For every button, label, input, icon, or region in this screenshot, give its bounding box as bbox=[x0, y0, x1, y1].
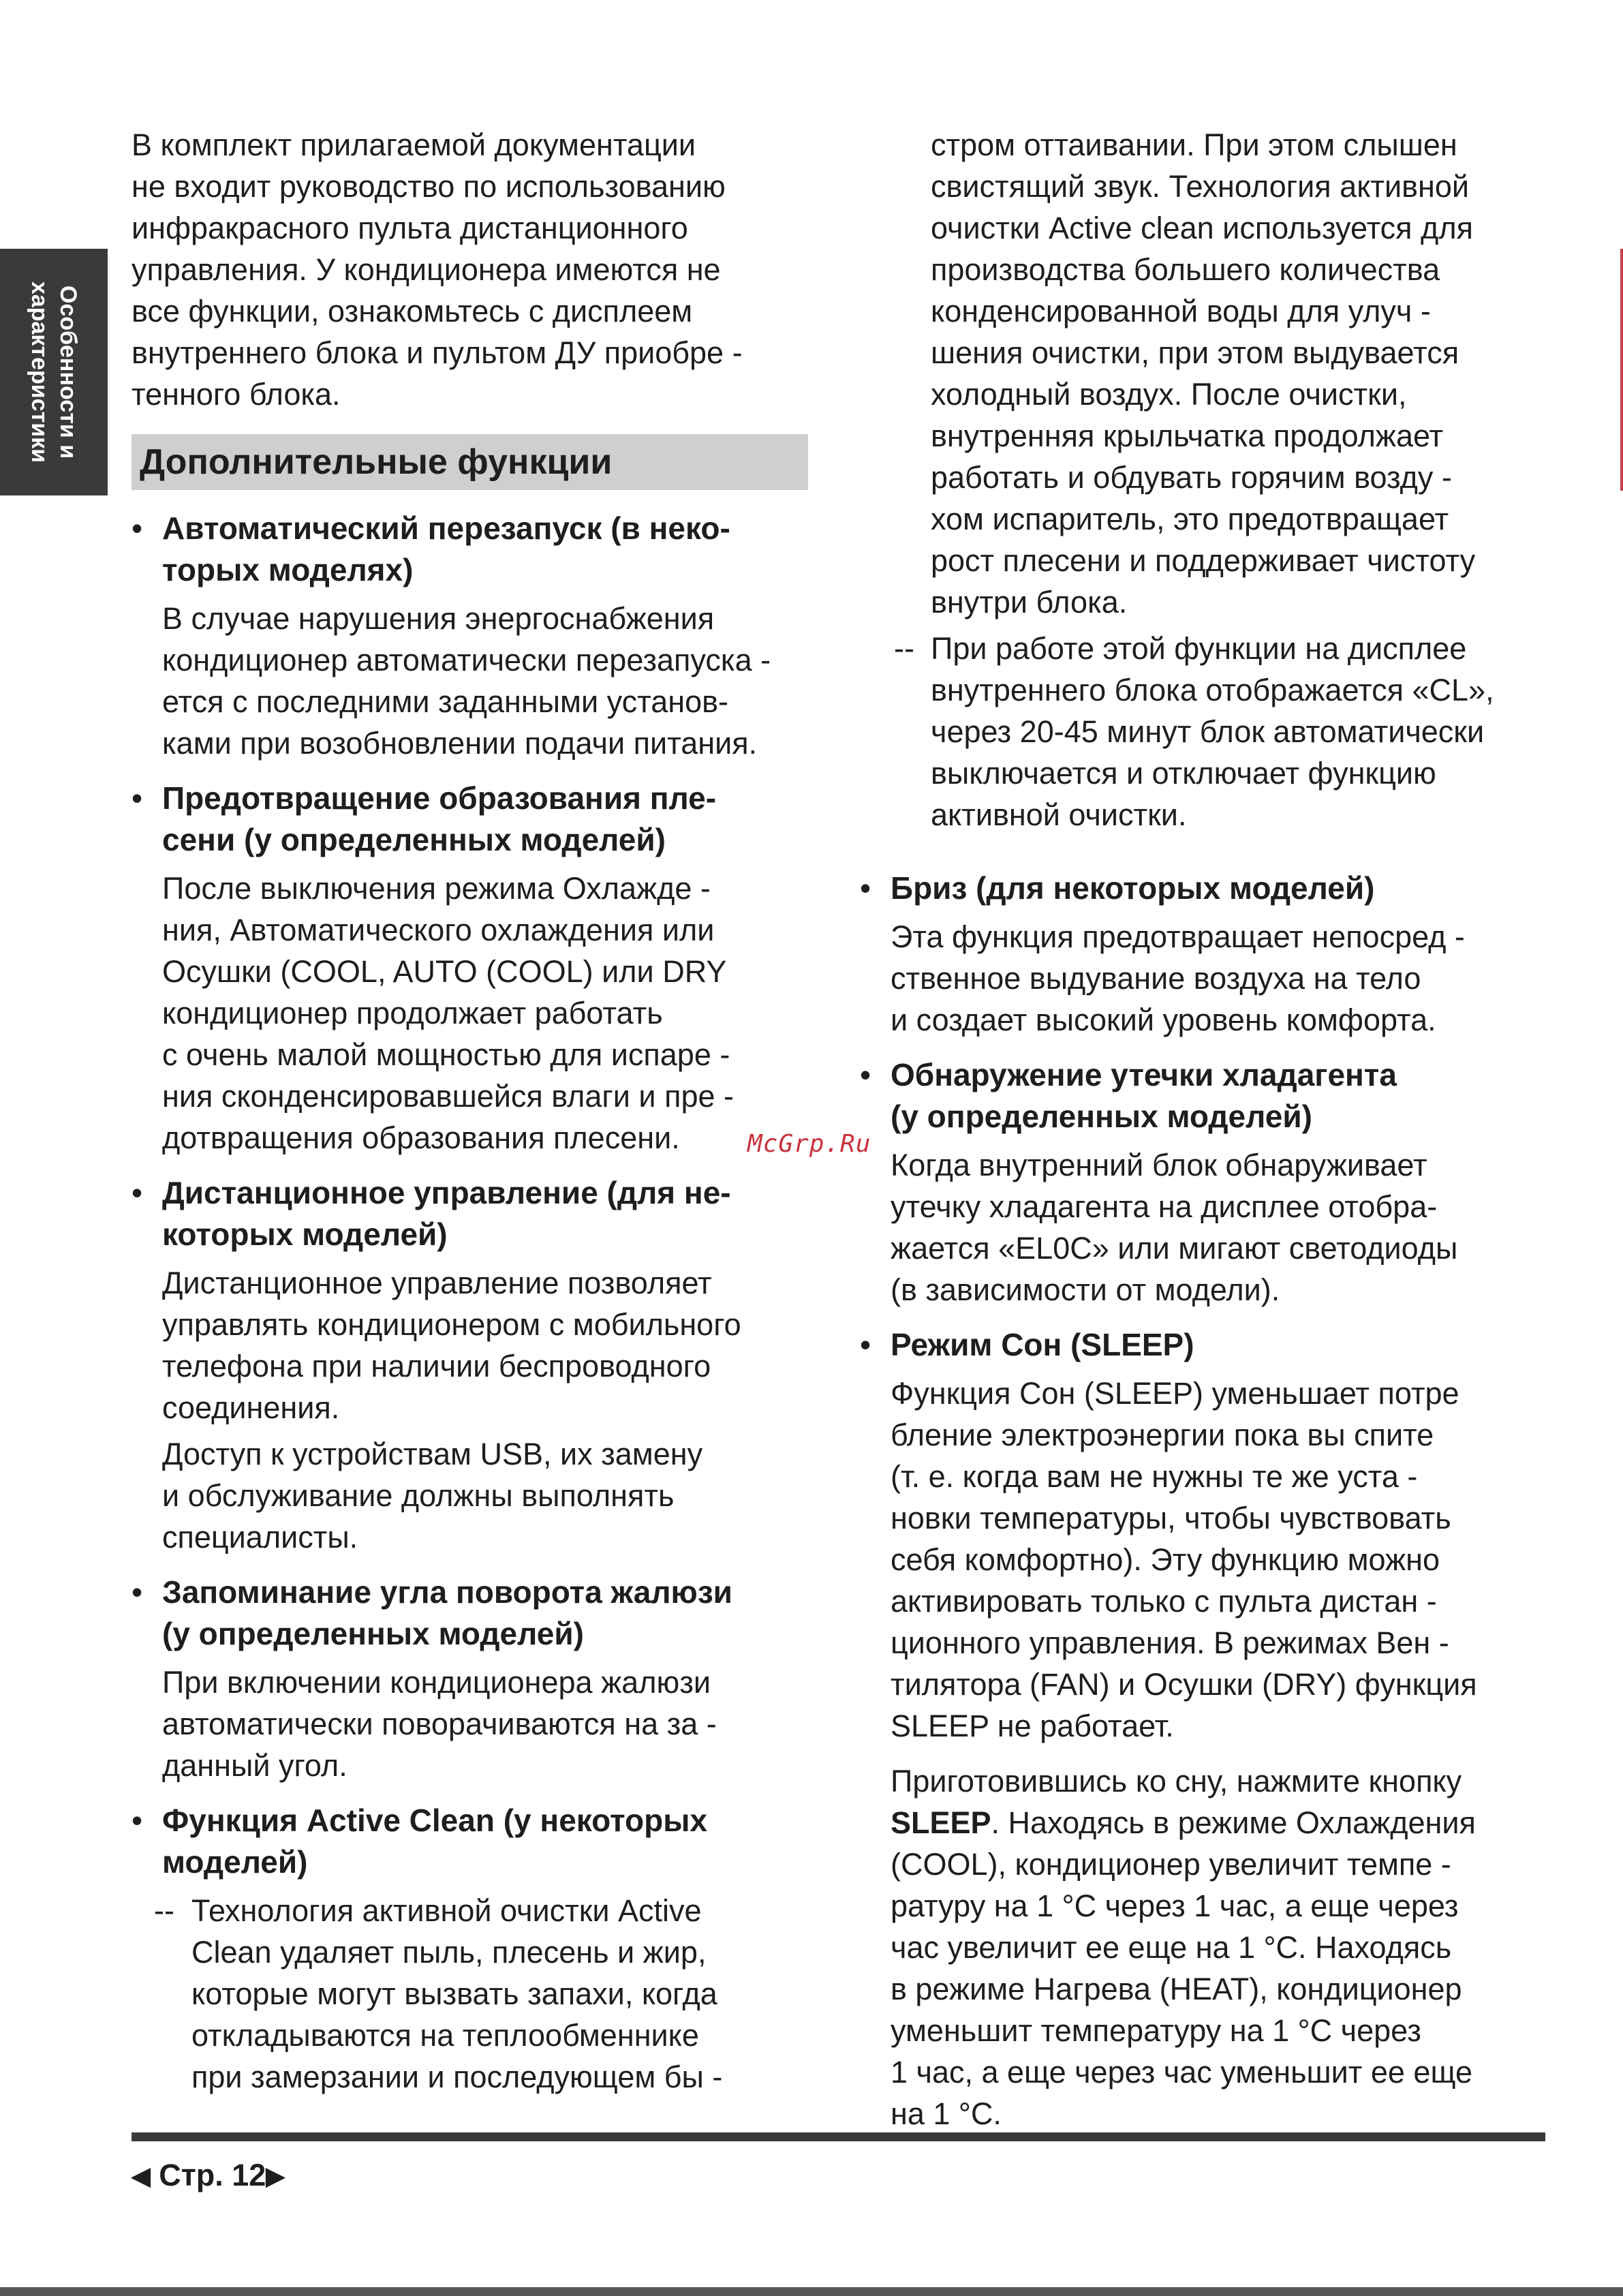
sleep-button-name: SLEEP bbox=[891, 1805, 991, 1840]
dash-mark: -- bbox=[154, 1893, 174, 1928]
page-navigation bbox=[132, 2154, 285, 2198]
text-line: Дистанционное управление (для не- bbox=[162, 1175, 731, 1210]
side-tab-line: Особенности и bbox=[55, 285, 81, 459]
left-feature-list bbox=[132, 508, 813, 1786]
dash-mark: -- bbox=[894, 631, 914, 666]
text-line: управлять кондиционером с мобильного bbox=[162, 1307, 741, 1342]
text-line: бление электроэнергии пока вы спите bbox=[891, 1418, 1434, 1452]
text-line: Режим Сон (SLEEP) bbox=[891, 1327, 1194, 1362]
text-line: очистки Active clean используется для bbox=[931, 211, 1473, 245]
text-line: утечку хладагента на дисплее отобра- bbox=[891, 1189, 1438, 1224]
bottom-edge-strip bbox=[0, 2287, 1623, 2296]
text-line: кондиционер автоматически перезапуска - bbox=[162, 643, 771, 677]
text-line: себя комфортно). Эту функцию можно bbox=[891, 1542, 1440, 1577]
text-line: Clean удаляет пыль, плесень и жир, bbox=[191, 1935, 707, 1970]
text-line: данный угол. bbox=[162, 1748, 347, 1783]
text-line: жается «EL0C» или мигают светодиоды bbox=[891, 1231, 1458, 1266]
text-line: на 1 °С. bbox=[891, 2096, 1002, 2131]
text-line: уменьшит температуру на 1 °С через bbox=[891, 2013, 1421, 2048]
text-line: ственное выдувание воздуха на тело bbox=[891, 961, 1421, 996]
feature-description bbox=[891, 1144, 1541, 1311]
text-line: (COOL), кондиционер увеличит темпе - bbox=[891, 1847, 1451, 1882]
side-tab-label bbox=[25, 260, 82, 485]
text-line: и создает высокий уровень комфорта. bbox=[891, 1002, 1436, 1037]
text-line: через 20-45 минут блок автоматически bbox=[931, 714, 1485, 749]
bullet: • bbox=[132, 780, 143, 816]
text-line: специалисты. bbox=[162, 1520, 358, 1555]
dash-text bbox=[191, 1890, 813, 2098]
text-line: производства большего количества bbox=[931, 252, 1440, 287]
feature-description bbox=[162, 1433, 813, 1558]
text-line: активировать только с пульта дистан - bbox=[891, 1584, 1437, 1619]
text-line: ния, Автоматического охлаждения или bbox=[162, 913, 715, 947]
left-column bbox=[132, 124, 813, 2111]
text-line: В случае нарушения энергоснабжения bbox=[162, 601, 715, 636]
feature-description bbox=[891, 1373, 1541, 1747]
text-line: торых моделях) bbox=[162, 552, 414, 587]
feature-item-right-1 bbox=[860, 1054, 1541, 1311]
text-line: тенного блока. bbox=[132, 377, 341, 412]
next-page-icon[interactable]: ▶ bbox=[266, 2162, 285, 2190]
text-line: внутренняя крыльчатка продолжает bbox=[931, 418, 1444, 453]
right-feature-list bbox=[860, 868, 1541, 1747]
continued-paragraph bbox=[860, 124, 1541, 623]
text-line: Технология активной очистки Active bbox=[191, 1893, 702, 1928]
right-column bbox=[860, 124, 1541, 2134]
text-line: и обслуживание должны выполнять bbox=[162, 1478, 675, 1513]
text-line: рост плесени и поддерживает чистоту bbox=[931, 543, 1476, 578]
bullet: • bbox=[132, 1803, 143, 1838]
feature-title bbox=[891, 868, 1541, 909]
text-line: Осушки (COOL, AUTO (COOL) или DRY bbox=[162, 954, 727, 989]
text-line: телефона при наличии беспроводного bbox=[162, 1349, 711, 1383]
text-line: активной очистки. bbox=[931, 797, 1187, 832]
bullet: • bbox=[860, 870, 871, 906]
text-line: (т. е. когда вам не нужны те же уста - bbox=[891, 1459, 1418, 1494]
watermark-text: McGrp.Ru bbox=[747, 1130, 871, 1158]
text-line: не входит руководство по использованию bbox=[132, 169, 726, 204]
text-line: Функция Сон (SLEEP) уменьшает потре bbox=[891, 1376, 1459, 1411]
text-line: кондиционер продолжает работать bbox=[162, 996, 663, 1030]
text-line: новки температуры, чтобы чувствовать bbox=[891, 1501, 1451, 1535]
dash-text bbox=[931, 628, 1541, 836]
text-line: Когда внутренний блок обнаруживает bbox=[891, 1148, 1427, 1182]
bullet: • bbox=[860, 1057, 871, 1092]
sleep-instructions bbox=[860, 1760, 1541, 2134]
text-line: Функция Active Clean (у некоторых bbox=[162, 1803, 708, 1838]
text-line: хом испаритель, это предотвращает bbox=[931, 502, 1449, 536]
feature-title bbox=[162, 778, 813, 861]
text-line: При включении кондиционера жалюзи bbox=[162, 1665, 711, 1700]
feature-title bbox=[162, 1800, 813, 1883]
text-line: Предотвращение образования пле- bbox=[162, 780, 717, 816]
text-line: инфракрасного пульта дистанционного bbox=[132, 211, 688, 245]
feature-item-3 bbox=[132, 1572, 813, 1786]
text-line: работать и обдувать горячим возду - bbox=[931, 460, 1452, 495]
intro-paragraph bbox=[132, 124, 813, 415]
text-line: При работе этой функции на дисплее bbox=[931, 631, 1467, 666]
feature-title bbox=[162, 1172, 813, 1255]
text-line: ется с последними заданными установ- bbox=[162, 684, 728, 719]
text-line: час увеличит ее еще на 1 °С. Находясь bbox=[891, 1930, 1452, 1965]
text-line: SLEEP не работает. bbox=[891, 1709, 1174, 1743]
bullet: • bbox=[860, 1327, 871, 1362]
feature-description bbox=[162, 868, 813, 1159]
text-line: конденсированной воды для улуч - bbox=[931, 294, 1431, 328]
page-number: Стр. 12 bbox=[159, 2158, 266, 2192]
text-line: откладываются на теплообменнике bbox=[191, 2018, 699, 2053]
text-line: все функции, ознакомьтесь с дисплеем bbox=[132, 294, 693, 328]
feature-description bbox=[162, 1662, 813, 1786]
bullet: • bbox=[132, 510, 143, 546]
feature-title bbox=[162, 508, 813, 591]
text-line: соединения. bbox=[162, 1390, 340, 1425]
text-line: . Находясь в режиме Охлаждения bbox=[991, 1805, 1476, 1840]
text-line: которые могут вызвать запахи, когда bbox=[191, 1976, 717, 2011]
text-line: свистящий звук. Технология активной bbox=[931, 169, 1470, 204]
footer-divider bbox=[132, 2132, 1545, 2141]
text-line: шения очистки, при этом выдувается bbox=[931, 335, 1459, 370]
text-line: После выключения режима Охлажде - bbox=[162, 871, 711, 906]
feature-description bbox=[162, 598, 813, 764]
text-line: Эта функция предотвращает непосред - bbox=[891, 919, 1465, 954]
text-line: Доступ к устройствам USB, их замену bbox=[162, 1437, 703, 1471]
text-line: ратуру на 1 °С через 1 час, а еще через bbox=[891, 1888, 1459, 1923]
feature-item-1 bbox=[132, 778, 813, 1159]
dash-paragraph bbox=[860, 628, 1541, 836]
text-line: Обнаружение утечки хладагента bbox=[891, 1057, 1397, 1092]
feature-item-2 bbox=[132, 1172, 813, 1558]
text-line: внутреннего блока отображается «CL», bbox=[931, 673, 1494, 707]
text-line: при замерзании и последующем бы - bbox=[191, 2060, 723, 2094]
text-line: Запоминание угла поворота жалюзи bbox=[162, 1574, 732, 1610]
text-line: ния сконденсировавшейся влаги и пре - bbox=[162, 1079, 734, 1114]
section-side-tab bbox=[0, 249, 108, 495]
previous-page-icon[interactable]: ◀ bbox=[132, 2162, 151, 2190]
text-line: внутреннего блока и пультом ДУ приобре - bbox=[132, 335, 743, 370]
feature-title bbox=[891, 1324, 1541, 1366]
bullet: • bbox=[132, 1574, 143, 1610]
text-line: внутри блока. bbox=[931, 585, 1128, 619]
text-line: 1 час, а еще через час уменьшит ее еще bbox=[891, 2055, 1472, 2090]
text-line: Автоматический перезапуск (в неко- bbox=[162, 510, 730, 546]
text-line: дотвращения образования плесени. bbox=[162, 1120, 680, 1155]
feature-description bbox=[891, 916, 1541, 1041]
text-line: (у определенных моделей) bbox=[162, 1616, 584, 1651]
text-line: В комплект прилагаемой документации bbox=[132, 127, 696, 162]
feature-item-0 bbox=[132, 508, 813, 764]
feature-title bbox=[162, 1572, 813, 1655]
bullet: • bbox=[132, 1175, 143, 1210]
side-tab-line: характеристики bbox=[27, 281, 52, 463]
sleep-lines bbox=[891, 1847, 1472, 2131]
section-heading: Дополнительные функции bbox=[132, 434, 808, 490]
text-line: тилятора (FAN) и Осушки (DRY) функция bbox=[891, 1667, 1477, 1702]
text-line: управления. У кондиционера имеются не bbox=[132, 252, 721, 287]
text-line: Дистанционное управление позволяет bbox=[162, 1266, 712, 1300]
text-line: (в зависимости от модели). bbox=[891, 1272, 1280, 1307]
text-line: выключается и отключает функцию bbox=[931, 756, 1436, 791]
text-line: с очень малой мощностью для испаре - bbox=[162, 1037, 730, 1072]
feature-title bbox=[891, 1054, 1541, 1137]
text-line: (у определенных моделей) bbox=[891, 1099, 1312, 1134]
feature-item-right-0 bbox=[860, 868, 1541, 1041]
text-line: Приготовившись ко сну, нажмите кнопку bbox=[891, 1764, 1462, 1798]
dash-paragraph bbox=[154, 1890, 813, 2098]
text-line: стром оттаивании. При этом слышен bbox=[931, 127, 1457, 162]
text-line: автоматически поворачиваются на за - bbox=[162, 1706, 717, 1741]
text-line: моделей) bbox=[162, 1844, 308, 1880]
text-line: Бриз (для некоторых моделей) bbox=[891, 870, 1375, 906]
right-edge-marker bbox=[1620, 249, 1623, 491]
text-line: которых моделей) bbox=[162, 1216, 448, 1252]
feature-description bbox=[162, 1262, 813, 1428]
text-line: ками при возобновлении подачи питания. bbox=[162, 726, 758, 761]
text-line: холодный воздух. После очистки, bbox=[931, 377, 1407, 412]
text-line: сени (у определенных моделей) bbox=[162, 822, 666, 857]
feature-item-right-2 bbox=[860, 1324, 1541, 1747]
feature-item-active-clean bbox=[132, 1800, 813, 2098]
text-line: в режиме Нагрева (HEAT), кондиционер bbox=[891, 1972, 1462, 2006]
text-line: ционного управления. В режимах Вен - bbox=[891, 1625, 1449, 1660]
